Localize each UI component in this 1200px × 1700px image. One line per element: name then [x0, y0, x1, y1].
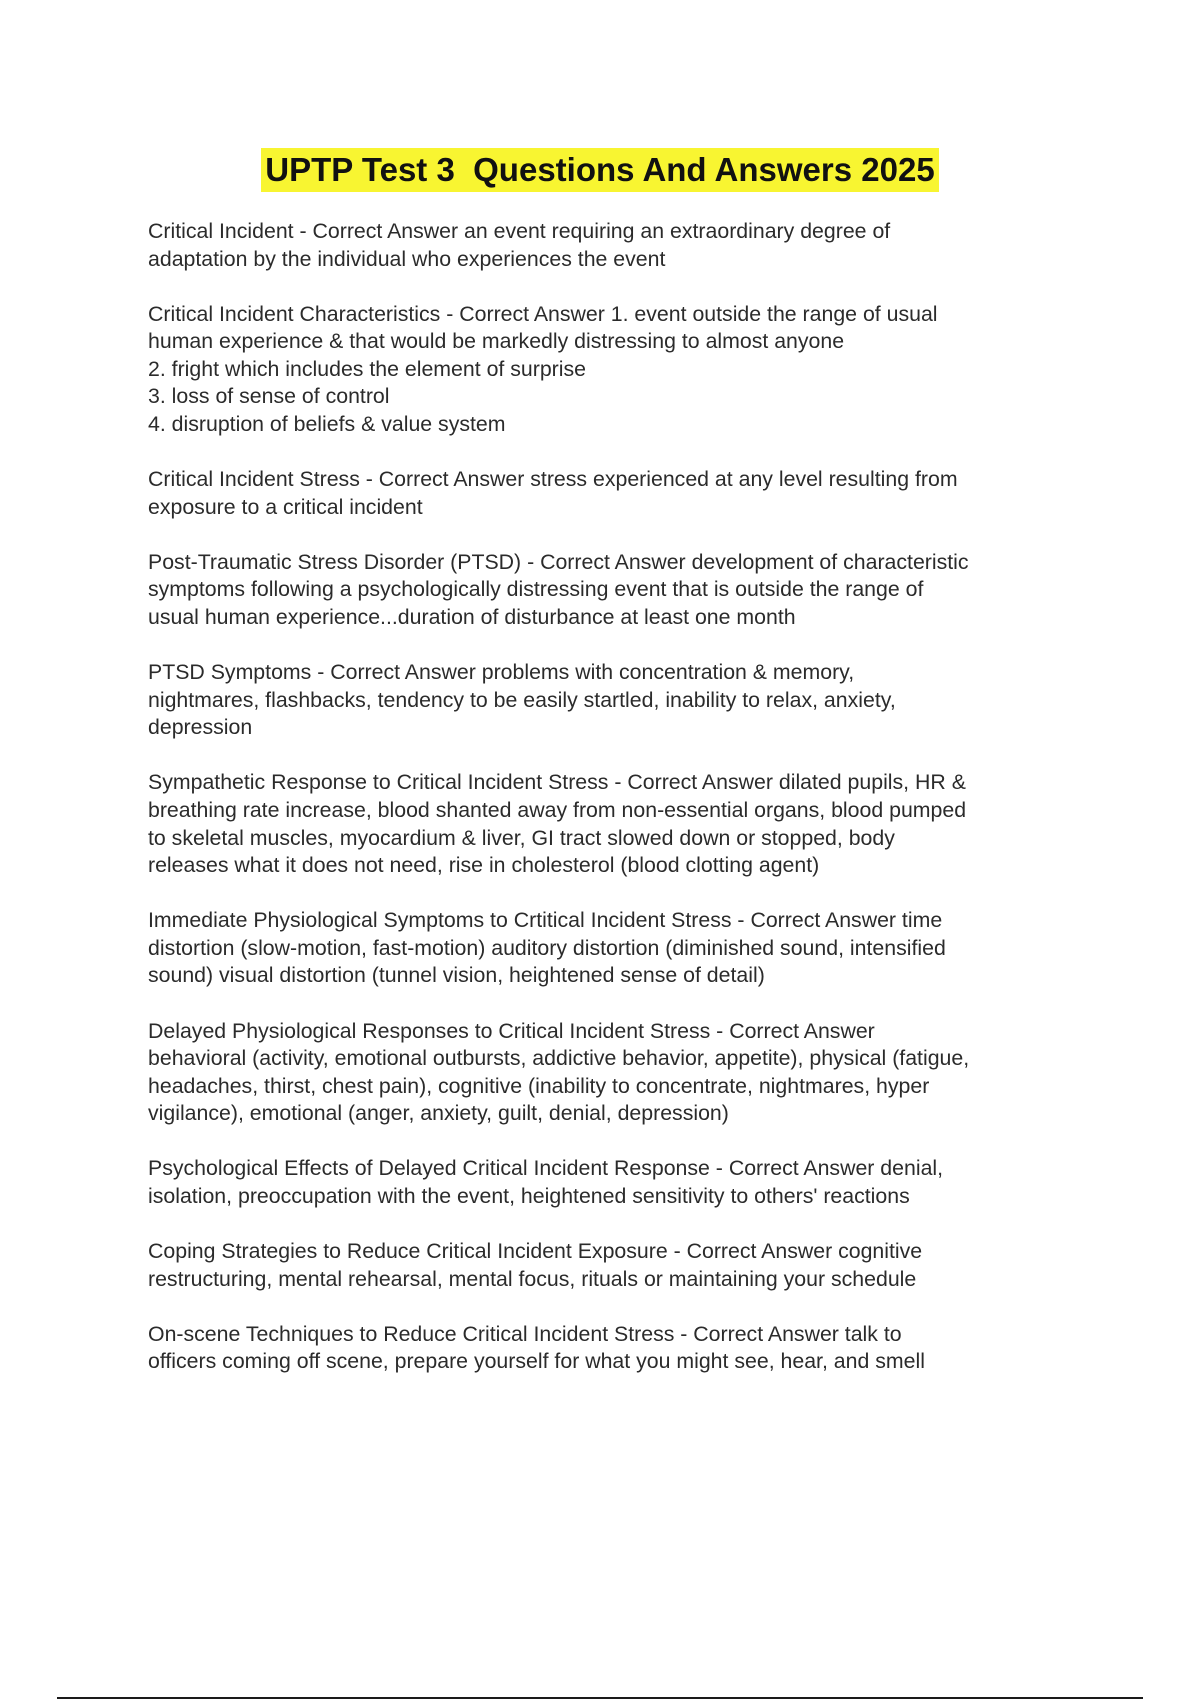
qa-entry-sympathetic-response: Sympathetic Response to Critical Incident Stress - Correct Answer dilated pupils, HR & breathing rate increase, blood shanted away from non-essential organs, blood pumped to skeletal muscles, myocardium & liver, GI tract slowed down or stopped, body releases what it does not need, rise in cholesterol (blood clotting agent): [148, 770, 967, 878]
document-title: UPTP Test 3 Questions And Answers 2025: [261, 148, 938, 192]
qa-entry-critical-incident-characteristics: Critical Incident Characteristics - Correct Answer 1. event outside the range of usual human experience & that would be markedly distressing to almost anyone 2. fright which includes the element of surprise 3. loss of sense of control 4. disruption of beliefs & value system: [148, 301, 938, 437]
qa-entry-immediate-physiological-symptoms: Immediate Physiological Symptoms to Crtitical Incident Stress - Correct Answer time distortion (slow-motion, fast-motion) auditory distortion (diminished sound, intensified sound) visual distortion (tunnel vision, heightened sense of detail): [148, 908, 946, 988]
qa-entry-delayed-physiological-responses: Delayed Physiological Responses to Critical Incident Stress - Correct Answer behavioral (activity, emotional outbursts, addictive behavior, appetite), physical (fatigue, headaches, thirst, chest pain), cognitive (inability to concentrate, nightmares, hyper vigilance), emotional (anger, anxiety, guilt, denial, depression): [148, 1018, 970, 1126]
title-container: [0, 148, 1200, 192]
qa-list: [148, 218, 1098, 1404]
qa-entry-ptsd-symptoms: PTSD Symptoms - Correct Answer problems with concentration & memory, nightmares, flashbacks, tendency to be easily startled, inability to relax, anxiety, depression: [148, 660, 896, 740]
qa-entry-critical-incident-stress: Critical Incident Stress - Correct Answer stress experienced at any level resulting from exposure to a critical incident: [148, 467, 958, 519]
qa-entry-on-scene-techniques: On-scene Techniques to Reduce Critical Incident Stress - Correct Answer talk to officers coming off scene, prepare yourself for what you might see, hear, and smell: [148, 1321, 925, 1374]
qa-entry-ptsd: Post-Traumatic Stress Disorder (PTSD) - Correct Answer development of characteristic symptoms following a psychologically distressing event that is outside the range of usual human experience...duration of disturbance at least one month: [148, 549, 969, 630]
qa-entry-psychological-effects: Psychological Effects of Delayed Critical Incident Response - Correct Answer denial, isolation, preoccupation with the event, heightened sensitivity to others' reactions: [148, 1156, 944, 1209]
qa-entry-critical-incident: Critical Incident - Correct Answer an event requiring an extraordinary degree of adaptation by the individual who experiences the event: [148, 219, 891, 271]
bottom-divider: [57, 1697, 1143, 1699]
qa-entry-coping-strategies: Coping Strategies to Reduce Critical Incident Exposure - Correct Answer cognitive restructuring, mental rehearsal, mental focus, rituals or maintaining your schedule: [148, 1239, 923, 1291]
